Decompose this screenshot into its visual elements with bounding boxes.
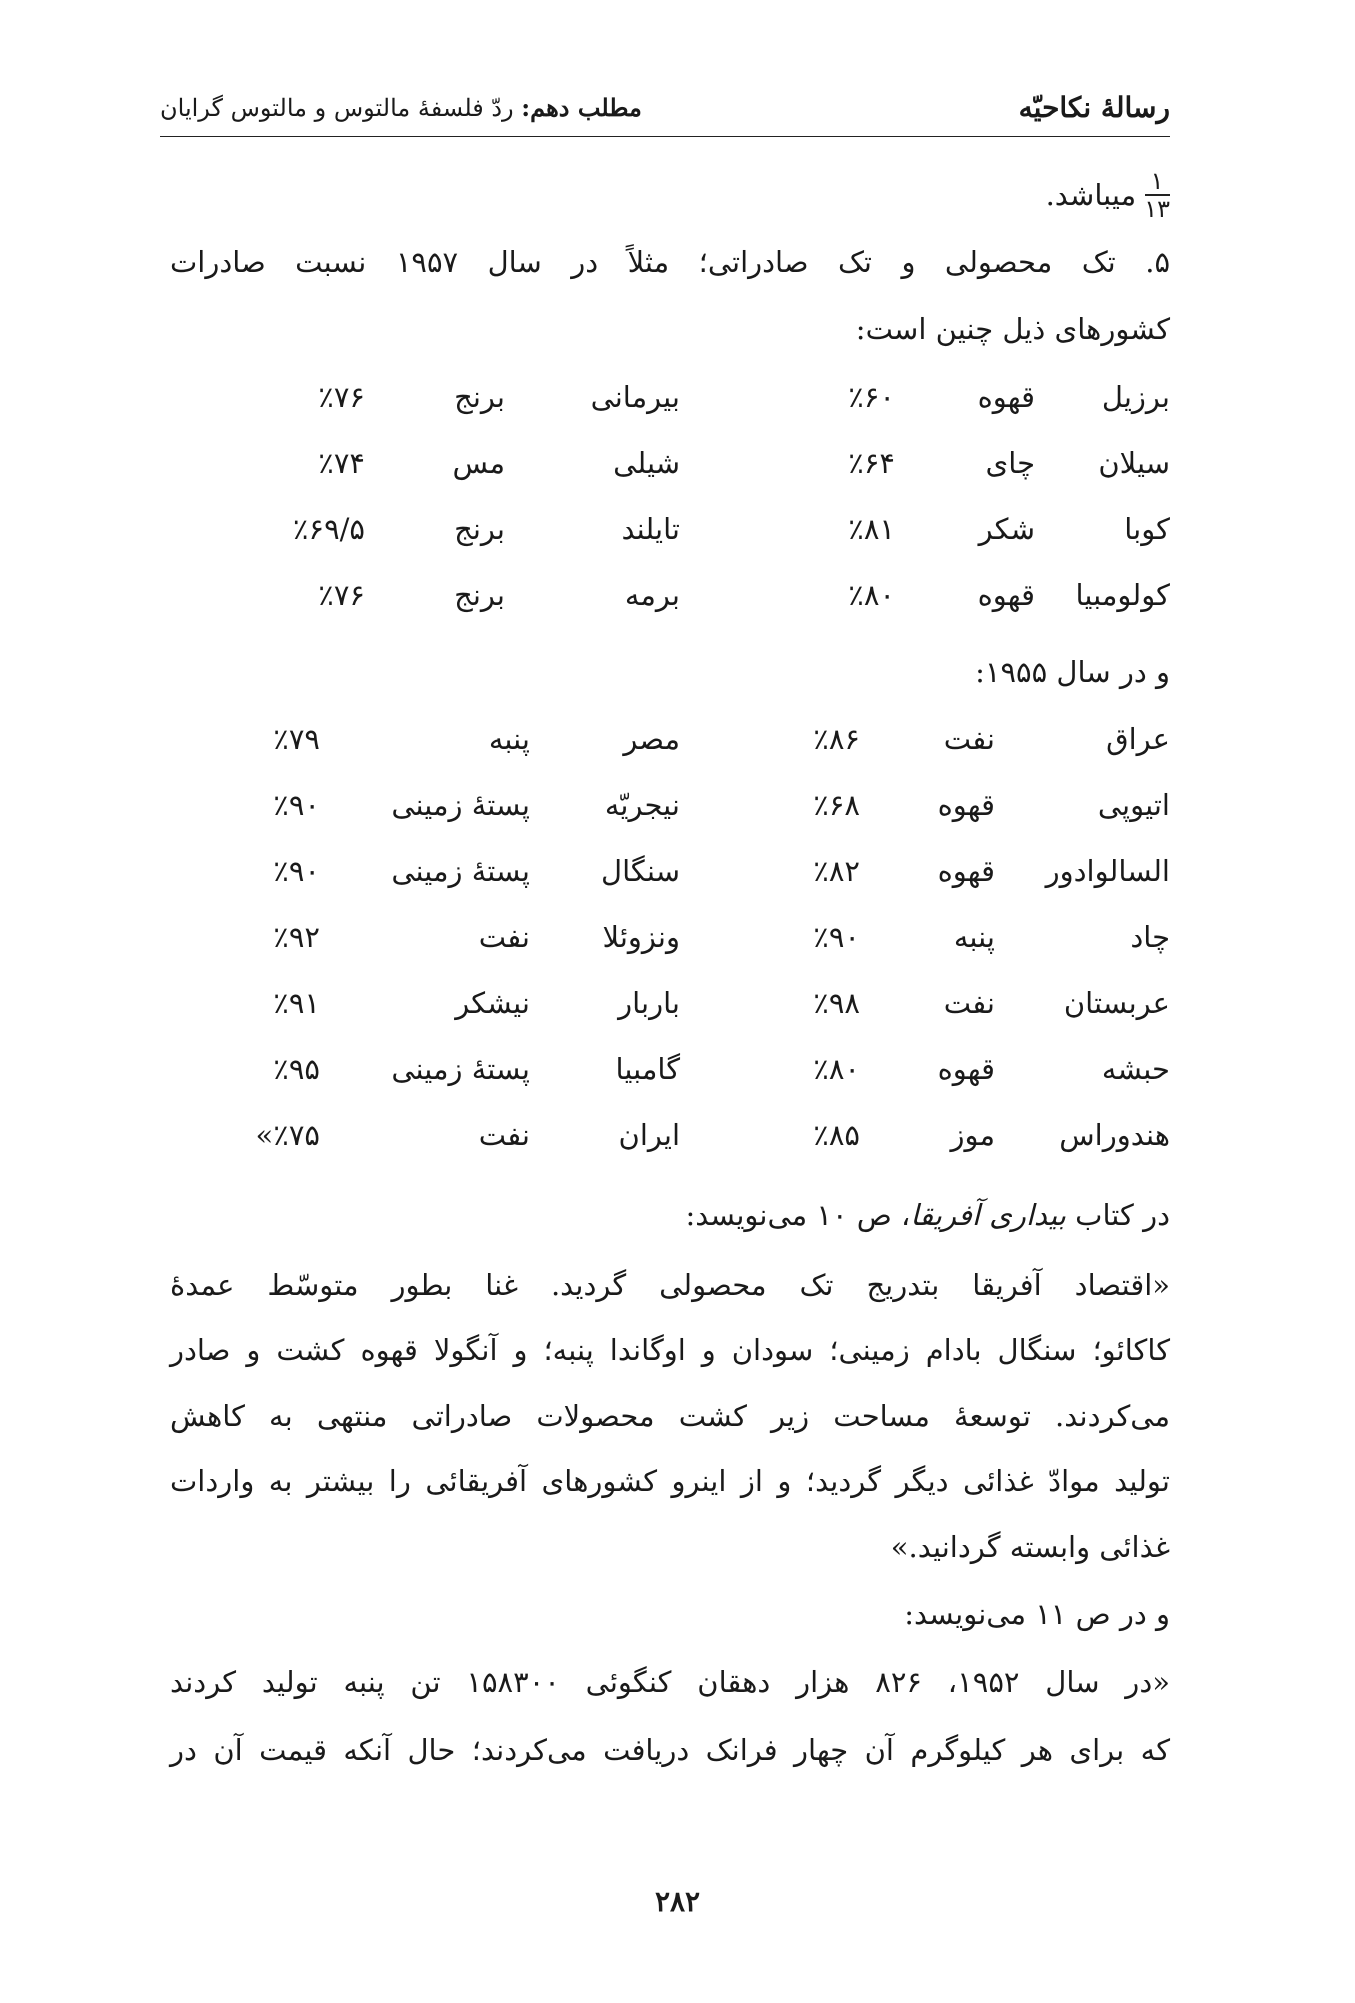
cell-percent-a: ٪۹۰ <box>813 920 860 954</box>
chapter-heading <box>160 93 642 122</box>
cell-percent-a: ٪۸۵ <box>813 1118 860 1152</box>
cell-product-b: پنبه <box>488 722 530 756</box>
table-row <box>170 380 1170 446</box>
cell-product-b: نفت <box>478 1118 530 1152</box>
table-row <box>170 986 1170 1052</box>
book-title: رسالهٔ نکاحیّه <box>1018 90 1170 124</box>
book-reference <box>685 1198 1170 1232</box>
book-ref-title: بیداری آفریقا <box>910 1198 1066 1232</box>
cell-product-a: نفت <box>943 986 995 1020</box>
fraction-denominator: ۱۳ <box>1144 195 1170 223</box>
book-ref-suffix: ، ص ۱۰ می‌نویسد: <box>685 1198 911 1232</box>
cell-percent-a: ٪۸۶ <box>813 722 860 756</box>
table-row <box>170 920 1170 986</box>
cell-country-b: سنگال <box>601 854 680 888</box>
quote2-line-2: که برای هر کیلوگرم آن چهار فرانک دریافت می‌کردند؛ حال آنکه قیمت آن در <box>170 1733 1170 1767</box>
cell-country-b: مصر <box>623 722 680 756</box>
cell-country-b: گامبیا <box>615 1052 680 1086</box>
table-row <box>170 788 1170 854</box>
cell-product-b: پستهٔ زمینی <box>391 788 530 822</box>
intro-line-1: ۵. تک محصولی و تک صادراتی؛ مثلاً در سال ۱۹۵۷ نسبت صادرات <box>170 245 1171 279</box>
cell-percent-b: ٪۹۰ <box>273 788 320 822</box>
quote1-line-2: کاکائو؛ سنگال بادام زمینی؛ سودان و اوگاندا پنبه؛ و آنگولا قهوه کشت و صادر <box>170 1333 1170 1367</box>
cell-product-a: قهوه <box>937 788 995 822</box>
quote1-line-5: غذائی وابسته گردانید.» <box>890 1530 1170 1564</box>
page-number: ۲۸۲ <box>654 1885 701 1918</box>
header-divider <box>160 136 1170 137</box>
cell-country-a: عربستان <box>1063 986 1170 1020</box>
book-ref-prefix: در کتاب <box>1075 1198 1170 1232</box>
cell-country-b: ونزوئلا <box>602 920 680 954</box>
cell-percent-a: ٪۸۱ <box>848 512 895 546</box>
cell-country-b: بیرمانی <box>590 380 680 414</box>
running-header <box>160 82 1170 132</box>
fraction-line <box>1046 168 1170 222</box>
cell-percent-a: ٪۸۰ <box>848 578 895 612</box>
intro-line-2: کشورهای ذیل چنین است: <box>855 312 1170 346</box>
table-row <box>170 722 1170 788</box>
cell-percent-b: ٪۷۶ <box>318 578 365 612</box>
cell-percent-b: ٪۹۰ <box>273 854 320 888</box>
cell-product-a: قهوه <box>977 578 1035 612</box>
cell-percent-a: ٪۹۸ <box>813 986 860 1020</box>
cell-percent-b: ٪۷۶ <box>318 380 365 414</box>
cell-product-a: چای <box>985 446 1035 480</box>
cell-country-b: شیلی <box>613 446 680 480</box>
chapter-title: ردّ فلسفهٔ مالتوس و مالتوس گرایان <box>160 93 514 122</box>
table-row <box>170 446 1170 512</box>
cell-percent-a: ٪۸۲ <box>813 854 860 888</box>
cell-product-b: برنج <box>454 380 505 414</box>
cell-product-b: برنج <box>454 512 505 546</box>
quote1-line-3: می‌کردند. توسعهٔ مساحت زیر کشت محصولات صادراتی منتهی به کاهش <box>170 1399 1170 1433</box>
cell-percent-b: ٪۹۵ <box>273 1052 320 1086</box>
cell-product-b: نفت <box>478 920 530 954</box>
table-row <box>170 512 1170 578</box>
cell-country-a: السالوادور <box>1045 854 1170 888</box>
table-1955 <box>170 722 1170 1184</box>
fraction <box>1144 168 1170 222</box>
cell-percent-b: ٪۹۱ <box>273 986 320 1020</box>
cell-percent-a: ٪۶۴ <box>848 446 895 480</box>
table-row <box>170 578 1170 644</box>
fraction-numerator: ۱ <box>1145 168 1170 196</box>
cell-product-a: قهوه <box>937 854 995 888</box>
cell-country-b: ایران <box>618 1118 680 1152</box>
cell-country-a: کولومبیا <box>1075 578 1170 612</box>
quote2-line-1: «در سال ۱۹۵۲، ۸۲۶ هزار دهقان کنگوئی ۱۵۸۳۰۰ تن پنبه تولید کردند <box>170 1665 1170 1699</box>
cell-country-b: برمه <box>624 578 680 612</box>
cell-product-a: قهوه <box>937 1052 995 1086</box>
chapter-label: مطلب دهم: <box>521 92 642 122</box>
cell-country-a: کوبا <box>1124 512 1170 546</box>
table-row <box>170 1118 1170 1184</box>
cell-country-a: سیلان <box>1098 446 1170 480</box>
cell-country-a: اتیوپی <box>1097 788 1170 822</box>
cell-product-b: پستهٔ زمینی <box>391 1052 530 1086</box>
year-1955-label: و در سال ۱۹۵۵: <box>975 655 1170 689</box>
cell-percent-b: ٪۷۹ <box>273 722 320 756</box>
cell-country-a: حبشه <box>1101 1052 1170 1086</box>
cell-percent-b: ٪۷۵» <box>255 1118 320 1152</box>
quote1-line-4: تولید موادّ غذائی دیگر گردید؛ و از اینرو کشورهای آفریقائی را بیشتر به واردات <box>170 1464 1170 1498</box>
cell-product-b: مس <box>452 446 505 480</box>
page-11-reference: و در ص ۱۱ می‌نویسد: <box>904 1597 1170 1631</box>
cell-percent-a: ٪۶۸ <box>813 788 860 822</box>
fraction-suffix: میباشد. <box>1045 178 1137 212</box>
cell-country-b: نیجریّه <box>604 788 680 822</box>
table-row <box>170 854 1170 920</box>
cell-product-b: برنج <box>454 578 505 612</box>
cell-percent-a: ٪۸۰ <box>813 1052 860 1086</box>
cell-percent-a: ٪۶۰ <box>848 380 895 414</box>
cell-country-a: عراق <box>1106 722 1170 756</box>
cell-product-a: قهوه <box>977 380 1035 414</box>
cell-country-a: برزیل <box>1101 380 1170 414</box>
cell-percent-b: ٪۶۹/۵ <box>292 512 365 546</box>
cell-country-a: هندوراس <box>1059 1118 1170 1152</box>
cell-product-b: نیشکر <box>455 986 530 1020</box>
quote1-line-1: «اقتصاد آفریقا بتدریج تک محصولی گردید. غنا بطور متوسّط عمدهٔ <box>170 1268 1170 1302</box>
cell-product-a: موز <box>950 1118 995 1152</box>
cell-country-a: چاد <box>1130 920 1170 954</box>
cell-product-a: نفت <box>943 722 995 756</box>
cell-country-b: باربار <box>618 986 680 1020</box>
cell-percent-b: ٪۷۴ <box>318 446 365 480</box>
cell-product-b: پستهٔ زمینی <box>391 854 530 888</box>
cell-percent-b: ٪۹۲ <box>273 920 320 954</box>
table-row <box>170 1052 1170 1118</box>
cell-product-a: شکر <box>978 512 1035 546</box>
table-1957 <box>170 380 1170 644</box>
cell-country-b: تایلند <box>621 512 680 546</box>
cell-product-a: پنبه <box>953 920 995 954</box>
